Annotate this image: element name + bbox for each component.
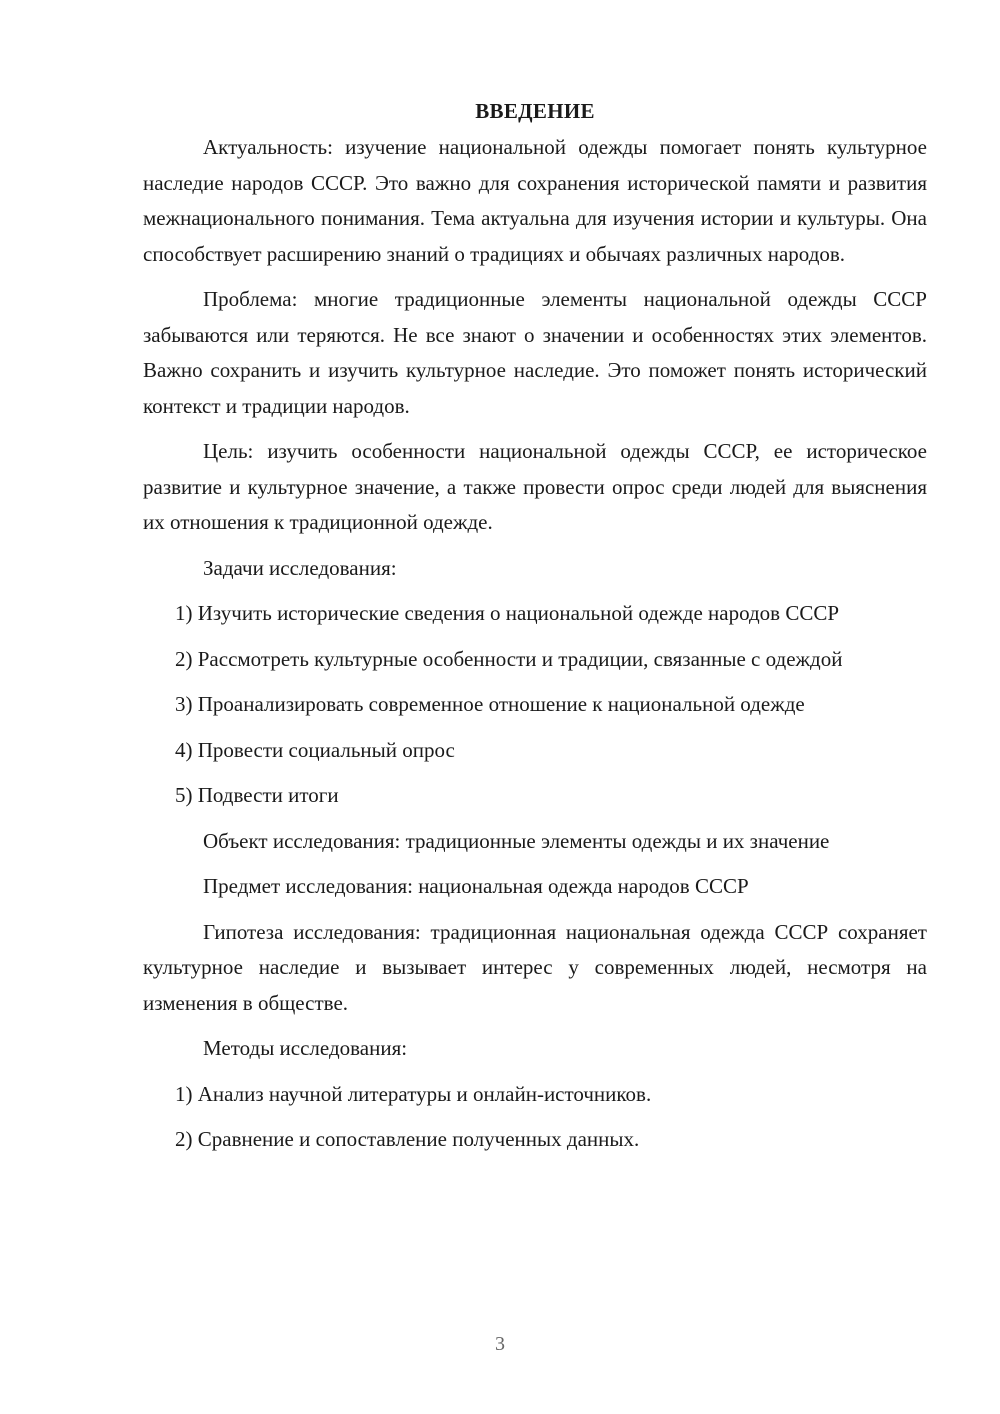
goal-paragraph: Цель: изучить особенности национальной одежды СССР, ее историческое развитие и культурное значение, а также провести опрос среди людей для выяснения их отношения к традиционной одежде. — [143, 439, 927, 534]
subject-paragraph: Предмет исследования: национальная одежда народов СССР — [203, 874, 749, 898]
document-body — [143, 90, 927, 1168]
methods-list — [143, 1077, 927, 1158]
page-number: 3 — [495, 1333, 505, 1355]
list-item: 2) Сравнение и сопоставление полученных данных. — [175, 1127, 640, 1151]
list-item: 5) Подвести итоги — [175, 783, 339, 807]
list-item: 3) Проанализировать современное отношение к национальной одежде — [175, 692, 805, 716]
relevance-paragraph: Актуальность: изучение национальной одежды помогает понять культурное наследие народов СССР. Это важно для сохранения исторической памяти и развития межнационального понимания. Тема актуальна для изучения истории и культуры. Она способствует расширению знаний о традициях и обычаях различных народов. — [143, 135, 927, 266]
hypothesis-paragraph: Гипотеза исследования: традиционная национальная одежда СССР сохраняет культурное наследие и вызывает интерес у современных людей, несмотря на изменения в обществе. — [143, 919, 927, 1015]
list-item: 1) Изучить исторические сведения о национальной одежде народов СССР — [175, 601, 840, 625]
object-paragraph: Объект исследования: традиционные элементы одежды и их значение — [203, 828, 830, 853]
problem-paragraph: Проблема: многие традиционные элементы национальной одежды СССР забываются или теряются. Не все знают о значении и особенностях этих элементов. Важно сохранить и изучить культурное наследие. Это поможет понять исторический контекст и традиции народов. — [143, 287, 927, 418]
tasks-list — [143, 596, 927, 814]
methods-heading: Методы исследования: — [203, 1036, 408, 1060]
section-title: ВВЕДЕНИЕ — [475, 99, 595, 123]
tasks-heading: Задачи исследования: — [203, 555, 397, 580]
list-item: 2) Рассмотреть культурные особенности и традиции, связанные с одеждой — [175, 646, 843, 671]
list-item: 1) Анализ научной литературы и онлайн-источников. — [175, 1081, 652, 1106]
list-item: 4) Провести социальный опрос — [175, 737, 455, 762]
